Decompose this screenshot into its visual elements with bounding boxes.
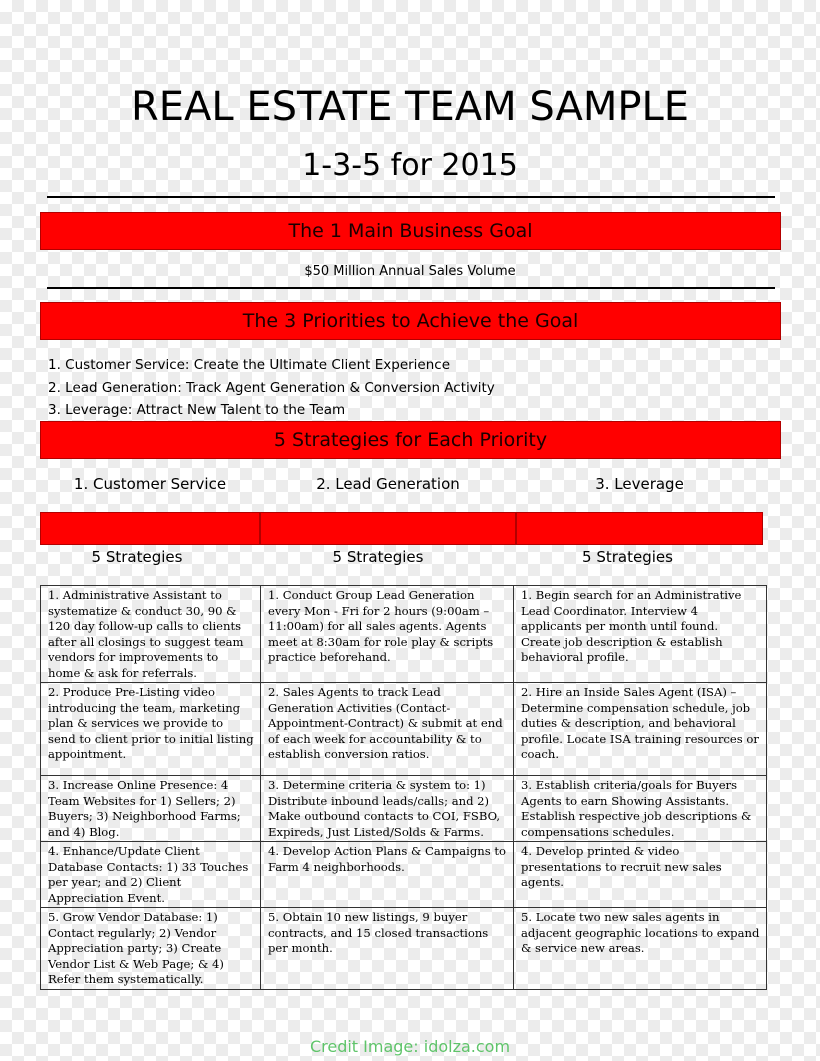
table-cell: 5. Grow Vendor Database: 1) Contact regularly; 2) Vendor Appreciation party; 3) Create Vendor List & Web Page; & 4) Refer them systematically. bbox=[41, 908, 261, 990]
goal-text: $50 Million Annual Sales Volume bbox=[304, 264, 516, 279]
priorities-heading-bar bbox=[40, 302, 781, 340]
document-title: REAL ESTATE TEAM SAMPLE bbox=[130, 84, 690, 130]
priorities-heading: The 3 Priorities to Achieve the Goal bbox=[242, 310, 579, 332]
table-cell: 2. Sales Agents to track Lead Generation Activities (Contact-Appointment-Contract) & submit at end of each week for accountability & to establish conversion ratios. bbox=[261, 683, 514, 776]
strategies-table bbox=[40, 585, 767, 990]
table-cell: 1. Begin search for an Administrative Lead Coordinator. Interview 4 applicants per month until found. Create job description & establish behavioral profile. bbox=[514, 586, 767, 683]
table-cell: 4. Develop printed & video presentations to recruit new sales agents. bbox=[514, 842, 767, 908]
priority-item: 1. Customer Service: Create the Ultimate Client Experience bbox=[48, 357, 451, 373]
table-cell: 4. Enhance/Update Client Database Contacts: 1) 33 Touches per year; and 2) Client Appreciation Event. bbox=[41, 842, 261, 908]
strategies-label: 5 Strategies bbox=[332, 548, 424, 566]
column-heading-lead-generation: 2. Lead Generation bbox=[316, 475, 460, 493]
goal-heading: The 1 Main Business Goal bbox=[288, 220, 533, 242]
table-cell: 5. Locate two new sales agents in adjacent geographic locations to expand & service new areas. bbox=[514, 908, 767, 990]
strategy-color-band bbox=[40, 512, 763, 545]
table-cell: 3. Determine criteria & system to: 1) Distribute inbound leads/calls; and 2) Make outbound contacts to COI, FSBO, Expireds, Just Listed/Solds & Farms. bbox=[261, 776, 514, 842]
table-cell: 1. Conduct Group Lead Generation every Mon - Fri for 2 hours (9:00am – 11:00am) for all sales agents. Agents meet at 8:30am for role play & scripts practice beforehand. bbox=[261, 586, 514, 683]
strategies-label: 5 Strategies bbox=[582, 548, 673, 566]
color-band-cell bbox=[516, 512, 763, 545]
column-heading-customer-service: 1. Customer Service bbox=[73, 475, 227, 493]
color-band-cell bbox=[40, 512, 260, 545]
table-cell: 2. Hire an Inside Sales Agent (ISA) – Determine compensation schedule, job duties & description, and behavioral profile. Locate ISA training resources or coach. bbox=[514, 683, 767, 776]
priority-item: 3. Leverage: Attract New Talent to the Team bbox=[48, 402, 346, 418]
priorities-list bbox=[48, 354, 495, 422]
strategies-label: 5 Strategies bbox=[91, 548, 183, 566]
table-row bbox=[41, 842, 767, 908]
priority-item: 2. Lead Generation: Track Agent Generation & Conversion Activity bbox=[48, 379, 495, 396]
table-cell: 2. Produce Pre-Listing video introducing the team, marketing plan & services we provide to send to client prior to initial listing appointment. bbox=[41, 683, 261, 776]
table-cell: 3. Establish criteria/goals for Buyers Agents to earn Showing Assistants. Establish respective job descriptions & compensations schedules. bbox=[514, 776, 767, 842]
document-subtitle: 1-3-5 for 2015 bbox=[302, 148, 518, 183]
table-row bbox=[41, 683, 767, 776]
table-cell: 3. Increase Online Presence: 4 Team Websites for 1) Sellers; 2) Buyers; 3) Neighborhood Farms; and 4) Blog. bbox=[41, 776, 261, 842]
table-row bbox=[41, 908, 767, 990]
column-heading-leverage: 3. Leverage bbox=[595, 475, 684, 493]
table-cell: 4. Develop Action Plans & Campaigns to Farm 4 neighborhoods. bbox=[261, 842, 514, 908]
credit-watermark: Credit Image: idolza.com bbox=[309, 1037, 511, 1056]
table-row bbox=[41, 776, 767, 842]
goal-heading-bar bbox=[40, 212, 781, 250]
color-band-cell bbox=[260, 512, 515, 545]
table-cell: 1. Administrative Assistant to systematize & conduct 30, 90 & 120 day follow-up calls to clients after all closings to suggest team vendors for improvements to home & ask for referrals. bbox=[41, 586, 261, 683]
table-row bbox=[41, 586, 767, 683]
divider bbox=[47, 196, 775, 198]
divider bbox=[47, 287, 775, 289]
strategies-heading-bar bbox=[40, 421, 781, 459]
table-cell: 5. Obtain 10 new listings, 9 buyer contracts, and 15 closed transactions per month. bbox=[261, 908, 514, 990]
strategies-heading: 5 Strategies for Each Priority bbox=[273, 429, 548, 451]
